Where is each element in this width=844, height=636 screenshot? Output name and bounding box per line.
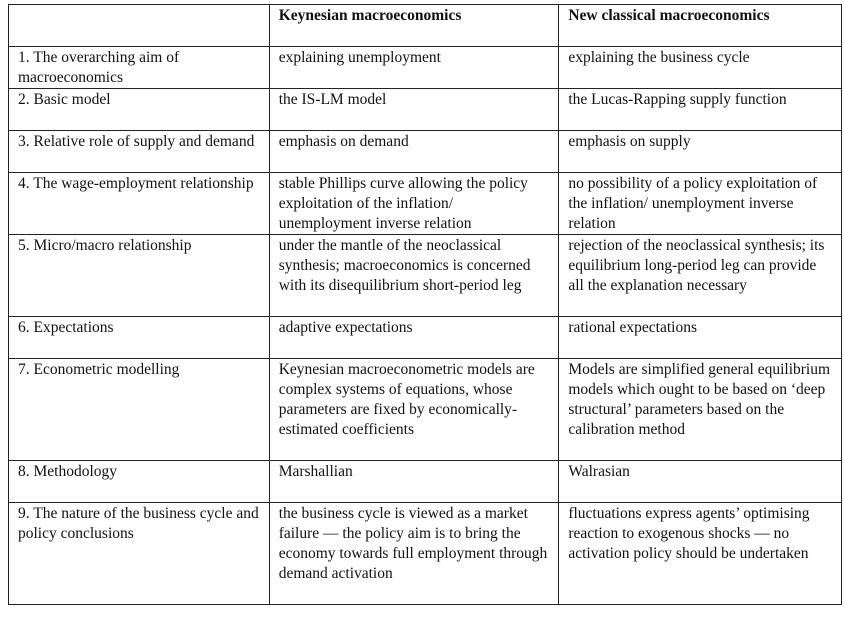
- criterion-cell: 9. The nature of the business cycle and policy conclusions: [9, 503, 270, 605]
- header-criterion: [9, 5, 270, 47]
- new-classical-cell: the Lucas-Rapping supply function: [559, 89, 842, 131]
- table-row: [9, 47, 842, 89]
- new-classical-cell: rational expectations: [559, 317, 842, 359]
- criterion-cell: 2. Basic model: [9, 89, 270, 131]
- criterion-cell: 4. The wage-employment relationship: [9, 173, 270, 235]
- table-row: [9, 235, 842, 317]
- table-row: [9, 89, 842, 131]
- table-row: [9, 359, 842, 461]
- table-row: [9, 503, 842, 605]
- keynesian-cell: explaining unemployment: [269, 47, 559, 89]
- comparison-table: [8, 4, 842, 605]
- keynesian-cell: under the mantle of the neoclassical synthesis; macroeconomics is concerned with its disequilibrium short-period leg: [269, 235, 559, 317]
- new-classical-cell: explaining the business cycle: [559, 47, 842, 89]
- table-row: [9, 317, 842, 359]
- keynesian-cell: Keynesian macroeconometric models are complex systems of equations, whose parameters are fixed by economically-estimated coefficients: [269, 359, 559, 461]
- criterion-cell: 8. Methodology: [9, 461, 270, 503]
- keynesian-cell: Marshallian: [269, 461, 559, 503]
- new-classical-cell: Models are simplified general equilibrium models which ought to be based on ‘deep structural’ parameters based on the calibration method: [559, 359, 842, 461]
- new-classical-cell: emphasis on supply: [559, 131, 842, 173]
- keynesian-cell: emphasis on demand: [269, 131, 559, 173]
- header-keynesian: Keynesian macroeconomics: [269, 5, 559, 47]
- keynesian-cell: stable Phillips curve allowing the policy exploitation of the inflation/ unemployment inverse relation: [269, 173, 559, 235]
- new-classical-cell: fluctuations express agents’ optimising reaction to exogenous shocks — no activation policy should be undertaken: [559, 503, 842, 605]
- table-row: [9, 461, 842, 503]
- keynesian-cell: the business cycle is viewed as a market failure — the policy aim is to bring the economy towards full employment through demand activation: [269, 503, 559, 605]
- criterion-cell: 1. The overarching aim of macroeconomics: [9, 47, 270, 89]
- new-classical-cell: Walrasian: [559, 461, 842, 503]
- criterion-cell: 7. Econometric modelling: [9, 359, 270, 461]
- criterion-cell: 6. Expectations: [9, 317, 270, 359]
- criterion-cell: 5. Micro/macro relationship: [9, 235, 270, 317]
- table-row: [9, 131, 842, 173]
- keynesian-cell: the IS-LM model: [269, 89, 559, 131]
- new-classical-cell: no possibility of a policy exploitation of the inflation/ unemployment inverse relation: [559, 173, 842, 235]
- header-row: [9, 5, 842, 47]
- table-row: [9, 173, 842, 235]
- keynesian-cell: adaptive expectations: [269, 317, 559, 359]
- new-classical-cell: rejection of the neoclassical synthesis; its equilibrium long-period leg can provide all the explanation necessary: [559, 235, 842, 317]
- criterion-cell: 3. Relative role of supply and demand: [9, 131, 270, 173]
- header-new-classical: New classical macroeconomics: [559, 5, 842, 47]
